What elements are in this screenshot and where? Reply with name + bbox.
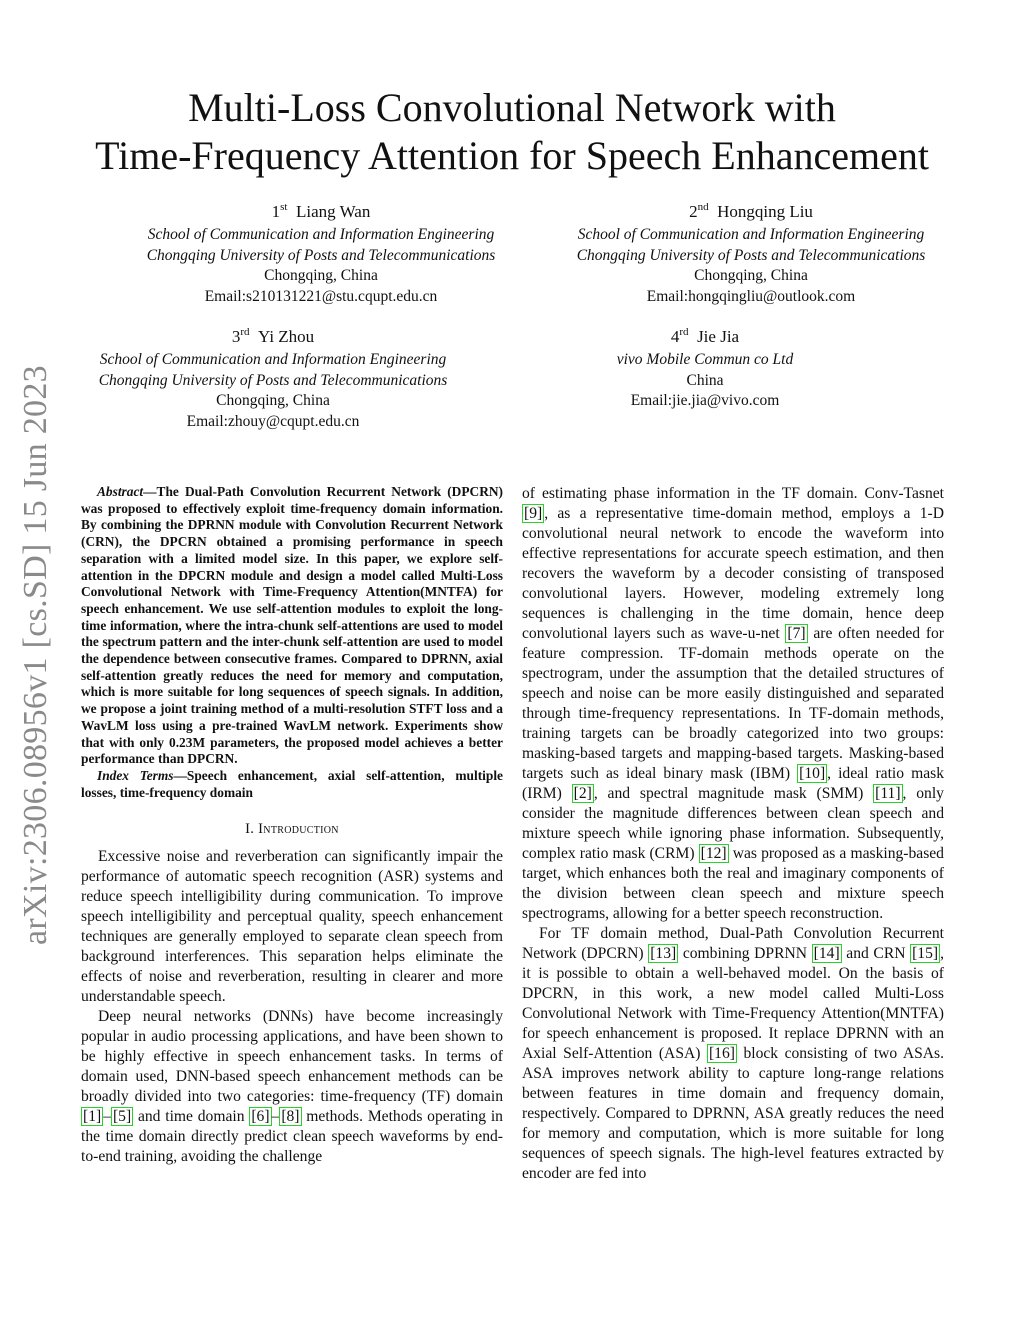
author-name: Liang Wan — [296, 202, 371, 221]
text-span: For TF domain method, Dual-Path Convolution Recurrent Network (DPCRN) — [522, 925, 944, 962]
abstract-label: Abstract — [97, 484, 144, 499]
author-university: Chongqing University of Posts and Telecommunications — [576, 246, 926, 264]
text-span: are often needed for feature compression. TF-domain methods operate on the spectrogram, under the assumption that the detailed structures of speech and noise can be more easily distinguished and separated through time-frequency representations. In TF-domain methods, training targets can be broadly categorized into two groups: masking-based targets and mapping-based targets. Masking-based targets such as ideal binary mask (IBM) — [522, 625, 944, 782]
author-email: Email:hongqingliu@outlook.com — [646, 287, 856, 305]
author-university: Chongqing University of Posts and Telecommunications — [146, 246, 496, 264]
section-title: Introduction — [258, 821, 339, 838]
index-terms-label: Index Terms — [97, 767, 174, 783]
section-number: I. — [245, 821, 255, 838]
author-email: Email:zhouy@cqupt.edu.cn — [186, 412, 360, 430]
author-number: 1 — [271, 202, 281, 221]
author-block-4 — [530, 325, 880, 412]
author-ordinal: nd — [697, 201, 709, 213]
author-department: vivo Mobile Commun co Ltd — [616, 351, 794, 368]
text-span: Deep neural networks (DNNs) have become increasingly popular in audio processing applications, and have been shown to be highly effective in speech enhancement tasks. In terms of domain used, DNN-based speech enhancement methods can be broadly divided into two categories: time-frequency (TF) domain — [81, 1008, 503, 1106]
citation-link[interactable]: [7] — [787, 625, 806, 642]
text-span: and CRN — [841, 945, 911, 962]
author-block-2 — [548, 200, 954, 307]
text-span: , it is possible to obtain a well-behaved model. On the basis of DPCRN, in this work, a new model called Multi-Loss Convolutional Network with Time-Frequency Attention(MNTFA) for speech enhancement is proposed. It replace DPRNN with an Axial Self-Attention (ASA) — [522, 945, 944, 1062]
intro-paragraph-2 — [81, 1007, 503, 1167]
intro-paragraph-3 — [522, 924, 944, 1184]
text-span: – — [103, 1108, 111, 1126]
author-name: Hongqing Liu — [717, 202, 813, 221]
author-city: Chongqing, China — [694, 267, 808, 284]
citation-link[interactable]: [5] — [112, 1108, 132, 1126]
text-span: block consisting of two ASAs. ASA improves network ability to capture long-range relations between features in time domain and frequency domain, respectively. Compared to DPRNN, ASA greatly reduces the need for memory and computation, which is more suitable for long sequences of speech signals. The high-level features extracted by encoder are fed into — [522, 1045, 945, 1182]
paper-title — [60, 84, 964, 180]
text-span: and time domain — [133, 1108, 250, 1126]
author-city: China — [686, 371, 724, 389]
text-span: , only consider the magnitude differences between clean speech and mixture speech while ignoring phase information. Subsequently, complex ratio mask (CRM) — [522, 785, 944, 862]
author-name: Yi Zhou — [257, 327, 315, 346]
citation-link[interactable]: [10] — [799, 765, 826, 782]
text-span: was proposed as a masking-based target, which enhances both the real and imaginary components of the division between clean speech and mixture speech spectrograms, allowing for a better speech reconstruction. — [522, 845, 944, 922]
citation-link[interactable]: [8] — [281, 1108, 300, 1126]
author-ordinal: rd — [679, 326, 689, 338]
abstract — [81, 484, 503, 768]
intro-paragraph-2-continued — [522, 484, 944, 924]
left-column — [81, 484, 503, 1167]
citation-link[interactable]: [14] — [813, 945, 840, 962]
author-block-3 — [70, 325, 476, 432]
author-number: 3 — [231, 327, 241, 346]
author-number: 4 — [670, 327, 680, 346]
author-ordinal: rd — [240, 326, 250, 338]
author-ordinal: st — [280, 201, 288, 213]
right-column — [522, 484, 944, 1184]
text-span: combining DPRNN — [678, 945, 812, 962]
text-span: , and spectral magnitude mask (SMM) — [593, 785, 874, 802]
author-city: Chongqing, China — [264, 267, 378, 284]
text-span: of estimating phase information in the TF domain. Conv-Tasnet — [522, 485, 944, 502]
author-name: Jie Jia — [697, 327, 740, 346]
author-block-1 — [118, 200, 524, 307]
author-email: Email:jie.jia@vivo.com — [630, 392, 780, 409]
arxiv-identifier — [16, 360, 56, 950]
citation-link[interactable]: [2] — [573, 785, 592, 802]
arxiv-id-text: arXiv:2306.08956v1 [cs.SD] 15 Jun 2023 — [17, 365, 55, 945]
author-university: Chongqing University of Posts and Telecommunications — [98, 371, 448, 389]
citation-link[interactable]: [12] — [700, 845, 727, 862]
citation-link[interactable]: [13] — [650, 945, 677, 962]
author-email: Email:s210131221@stu.cqupt.edu.cn — [204, 287, 438, 305]
text-span: methods. Methods operating in the time domain directly predict clean speech waveforms by end-to-end training, avoiding the challenge — [81, 1108, 503, 1166]
text-span: , as a representative time-domain method, employs a 1-D convolutional neural network to encode the waveform into effective representations for accurate speech estimation, and then recovers the waveform by a decoder consisting of transposed convolutional layers. However, modeling extremely long sequences is challenging in the time domain, hence deep convolutional layers such as wave-u-net — [522, 505, 944, 642]
title-line-2: Time-Frequency Attention for Speech Enhancement — [95, 133, 929, 178]
text-span: – — [271, 1108, 280, 1126]
author-department: School of Communication and Information Engineering — [577, 226, 925, 243]
citation-link[interactable]: [6] — [251, 1108, 270, 1126]
author-department: School of Communication and Information Engineering — [99, 351, 447, 368]
index-terms — [81, 768, 503, 801]
citation-link[interactable]: [15] — [912, 945, 939, 962]
citation-link[interactable]: [11] — [875, 785, 901, 802]
text-span: , ideal ratio mask (IRM) — [522, 765, 944, 802]
author-city: Chongqing, China — [216, 392, 330, 409]
abstract-text: —The Dual-Path Convolution Recurrent Network (DPCRN) was proposed to effectively exploit time-frequency domain information. By combining the DPRNN module with Convolution Recurrent Network (CRN), the DPCRN obtained a promising performance in speech separation with a limited model size. In this paper, we explore self-attention in the DPCRN module and design a model called Multi-Loss Convolutional Network with Time-Frequency Attention(MNTFA) for speech enhancement. We use self-attention modules to exploit the long-time information, where the intra-chunk self-attentions are used to model the spectrum pattern and the inter-chunk self-attention are used to model the dependence between consecutive frames. Compared to DPRNN, axial self-attention greatly reduces the need for memory and computation, which is more suitable for long sequences of speech signals. In addition, we propose a joint training method of a multi-resolution STFT loss and a WavLM loss using a pre-trained WavLM network. Experiments show that with only 0.23M parameters, the proposed model achieves a better performance than DPCRN. — [81, 484, 503, 767]
citation-link[interactable]: [1] — [83, 1108, 102, 1126]
author-number: 2 — [689, 202, 698, 221]
citation-link[interactable]: [9] — [524, 505, 543, 522]
index-terms-text: —Speech enhancement, axial self-attention, multiple losses, time-frequency domain — [81, 767, 503, 800]
intro-paragraph-1: Excessive noise and reverberation can significantly impair the performance of automatic speech recognition (ASR) systems and reduce speech intelligibility during communication. To improve speech intelligibility and perceptual quality, speech enhancement techniques are generally employed to separate clean speech from background interferences. This separation helps eliminate the effects of noise and reverberation, resulting in clearer and more understandable speech. — [81, 848, 503, 1006]
section-heading — [81, 819, 503, 839]
citation-link[interactable]: [16] — [708, 1045, 735, 1062]
title-line-1: Multi-Loss Convolutional Network with — [188, 85, 836, 130]
author-department: School of Communication and Information Engineering — [147, 226, 495, 243]
